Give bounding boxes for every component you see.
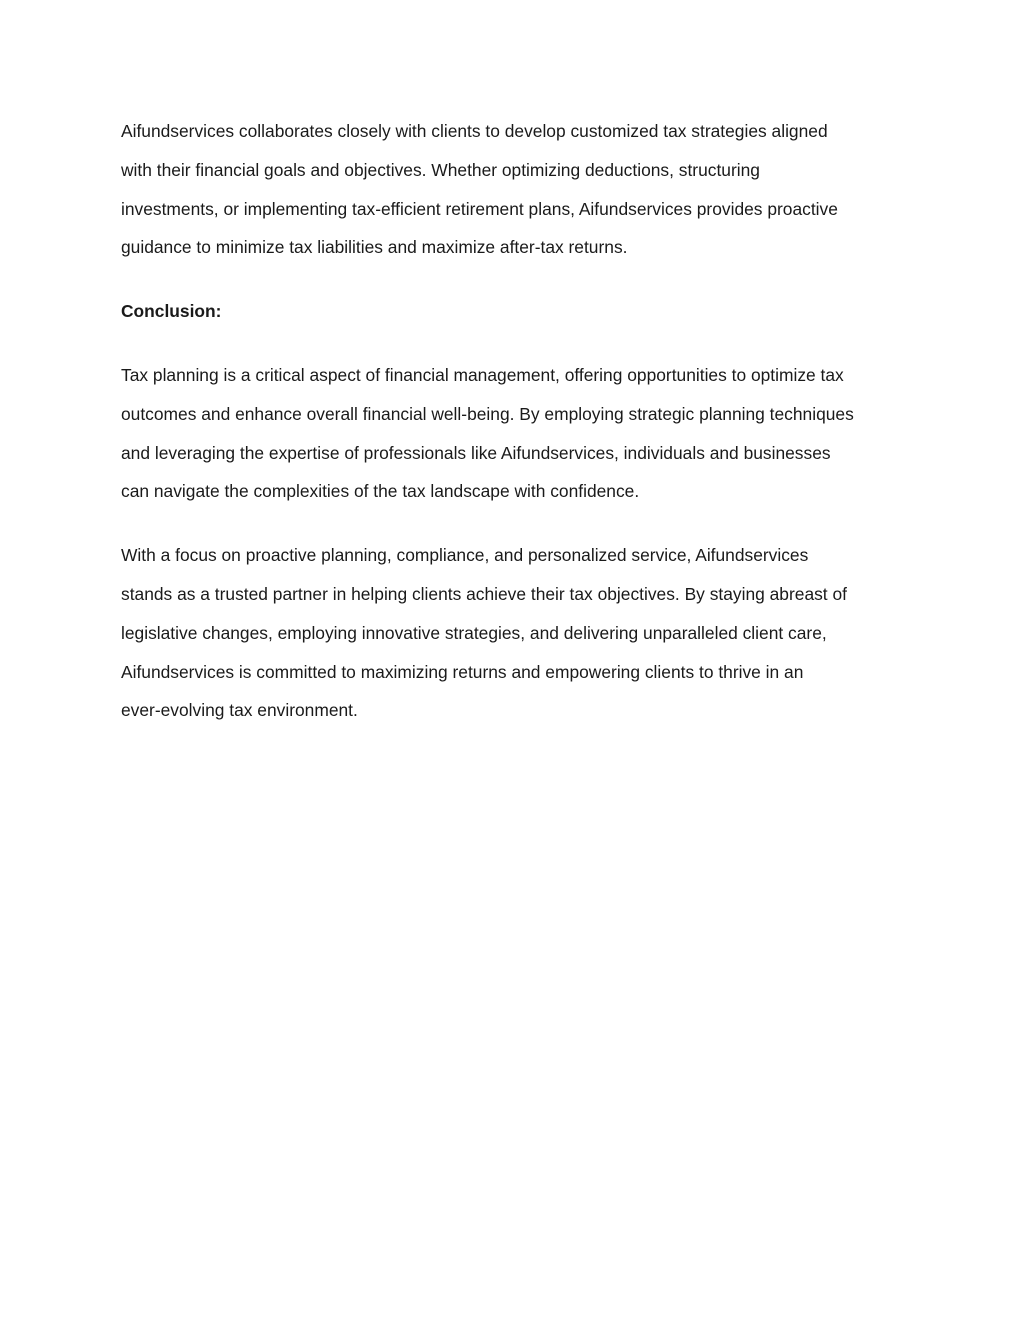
paragraph-line: legislative changes, employing innovative strategies, and delivering unparalleled client care, [121,622,827,643]
paragraph-line: Aifundservices collaborates closely with clients to develop customized tax strategies aligned [121,121,828,141]
paragraph-line: investments, or implementing tax-efficient retirement plans, Aifundservices provides proactive [121,198,838,219]
paragraph-line: guidance to minimize tax liabilities and maximize after-tax returns. [121,237,628,258]
paragraph-line: stands as a trusted partner in helping clients achieve their tax objectives. By staying abreast of [121,583,847,604]
paragraph-line: With a focus on proactive planning, compliance, and personalized service, Aifundservices [121,545,809,566]
paragraph-line: ever-evolving tax environment. [121,700,358,721]
paragraph-line: outcomes and enhance overall financial well-being. By employing strategic planning techniques [121,403,854,424]
paragraph-line: can navigate the complexities of the tax landscape with confidence. [121,481,640,502]
paragraph-line: with their financial goals and objectives. Whether optimizing deductions, structuring [121,159,760,180]
conclusion-paragraph-2 [121,536,911,730]
paragraph-line: Aifundservices is committed to maximizing returns and empowering clients to thrive in an [121,661,804,682]
paragraph-line: and leveraging the expertise of professionals like Aifundservices, individuals and businesses [121,442,831,463]
conclusion-heading: Conclusion: [121,301,222,322]
paragraph-line: Tax planning is a critical aspect of financial management, offering opportunities to optimize tax [121,364,844,385]
intro-paragraph [121,112,911,267]
document-body [121,112,911,730]
conclusion-paragraph-1 [121,356,911,511]
